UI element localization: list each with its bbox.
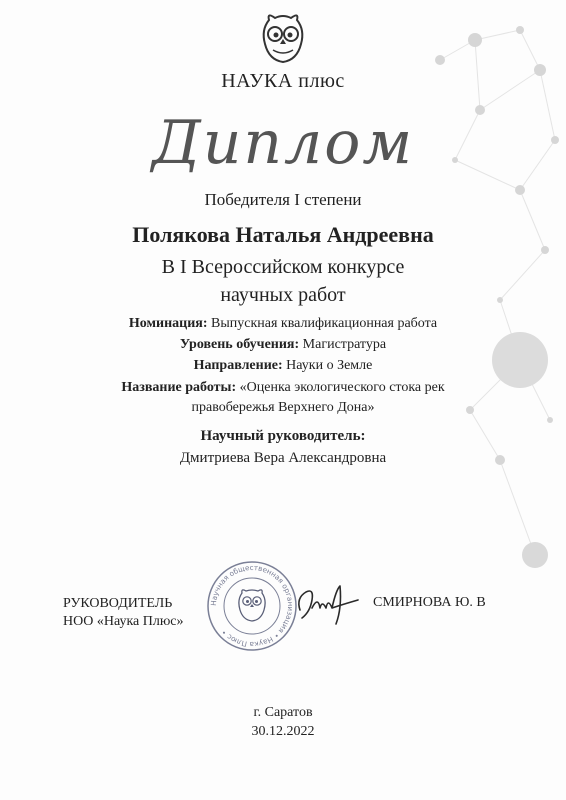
level-label: Уровень обучения: [179, 337, 300, 352]
supervisor-name: Дмитриева Вера Александровна [179, 450, 387, 466]
direction-line [0, 356, 566, 376]
head-name: СМИРНОВА Ю. В [373, 595, 486, 610]
org-name: НАУКА плюс [221, 70, 345, 92]
direction-label: Направление: [193, 358, 283, 373]
nomination-line [0, 314, 566, 334]
seal-ring-text-path: Научная общественная организация • Наука Плюс • [208, 562, 296, 650]
diploma-title: Диплом [151, 108, 415, 178]
issue-date: 30.12.2022 [251, 724, 315, 739]
owl-icon [255, 10, 311, 66]
work-title-line [0, 378, 566, 398]
award-degree: Победителя I степени [204, 190, 362, 209]
contest-line-2: научных работ [220, 284, 346, 306]
winner-name: Полякова Наталья Андреевна [132, 222, 434, 247]
head-title-line-1: РУКОВОДИТЕЛЬ [63, 596, 173, 611]
nomination-value: Выпускная квалификационная работа [207, 316, 438, 331]
work-value-line-2: правобережья Верхнего Дона» [191, 400, 375, 415]
work-label: Название работы: [121, 380, 237, 395]
owl-seal [206, 560, 298, 652]
head-title [63, 595, 184, 631]
level-value: Магистратура [299, 337, 387, 352]
nomination-label: Номинация: [128, 316, 208, 331]
level-line [0, 335, 566, 355]
city: г. Саратов [253, 705, 313, 720]
handwritten-signature [292, 578, 364, 630]
work-value-line-1: «Оценка экологического стока рек [236, 380, 445, 395]
supervisor-label: Научный руководитель: [200, 428, 366, 444]
contest-line-1: В I Всероссийском конкурсе [161, 256, 405, 278]
head-title-line-2: НОО «Наука Плюс» [63, 614, 184, 629]
seal-owl-icon [239, 590, 265, 621]
direction-value: Науки о Земле [282, 358, 373, 373]
